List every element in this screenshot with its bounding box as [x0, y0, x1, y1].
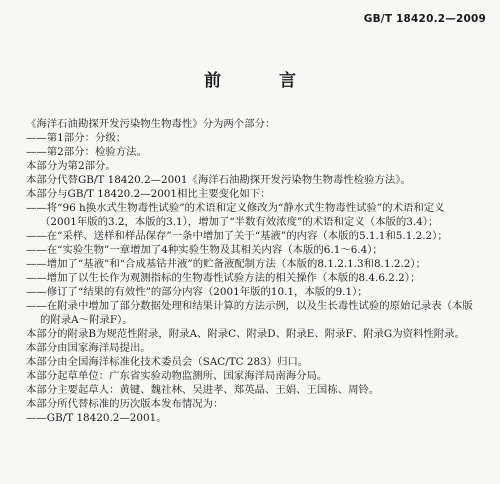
- body-line: 本部分与GB/T 18420.2—2001相比主要变化如下：: [26, 188, 271, 200]
- body-line: ——GB/T 18420.2—2001。: [26, 412, 167, 424]
- body-line: ——修订了“结果的有效性”的部分内容（2001年版的10.1，本版的9.1）；: [26, 286, 368, 298]
- body-line: 本部分所代替标准的历次版本发布情况为：: [26, 398, 224, 410]
- body-line: ——在附录中增加了部分数据处理和结果计算的方法示例，以及生长毒性试验的原始记录表（本版: [26, 300, 473, 312]
- body-line: ——增加了“基液”和“合成基钻井液”的贮备液配制方法（本版的8.1.2.1.3和8.1.2.2）；: [26, 258, 426, 270]
- body-line: 本部分起草单位：广东省实验动物监测所、国家海洋局南海分局。: [26, 370, 328, 382]
- body-line: ——第1部分：分级；: [26, 132, 127, 144]
- body-line: 本部分的附录B为规范性附录，附录A、附录C、附录D、附录E、附录F、附录G为资料性附录。: [26, 328, 465, 340]
- body-line: 《海洋石油勘探开发污染物生物毒性》分为两个部分：: [26, 118, 276, 130]
- body-line: 本部分由国家海洋局提出。: [26, 342, 151, 354]
- body-line: ——增加了以生长作为观测指标的生物毒性试验方法的相关操作（本版的8.4.6.2.2）；: [26, 272, 421, 284]
- body-line: 本部分由全国海洋标准化技术委员会（SAC/TC 283）归口。: [26, 356, 309, 368]
- page-title: 前 言: [204, 71, 322, 91]
- body-line: ——将“96 h换水式生物毒性试验”的术语和定义修改为“静水式生物毒性试验”的术语和定义: [26, 202, 445, 214]
- body-line: 本部分代替GB/T 18420.2—2001《海洋石油勘探开发污染物生物毒性检验方法》。: [26, 174, 411, 186]
- standard-code: GB/T 18420.2—2009: [363, 13, 486, 25]
- body-line: ——第2部分：检验方法。: [26, 146, 147, 158]
- body-line: 本部分主要起草人：黄键、魏社林、吴进孝、郑英晶、王娟、王国栋、周铃。: [26, 384, 380, 396]
- body-line: （2001年版的3.2，本版的3.1），增加了“半数有效浓度”的术语和定义（本版的3.4）；: [40, 216, 439, 228]
- body-line: ——在“采样、送样和样品保存”一条中增加了关于“基液”的内容（本版的5.1.1和5.1.2.2）；: [26, 230, 448, 242]
- body-line: 的附录A～附录F）。: [40, 314, 133, 326]
- body-line: ——在“实验生物”一章增加了4种实验生物及其相关内容（本版的6.1～6.4）；: [26, 244, 383, 256]
- body-line: 本部分为第2部分。: [26, 160, 116, 172]
